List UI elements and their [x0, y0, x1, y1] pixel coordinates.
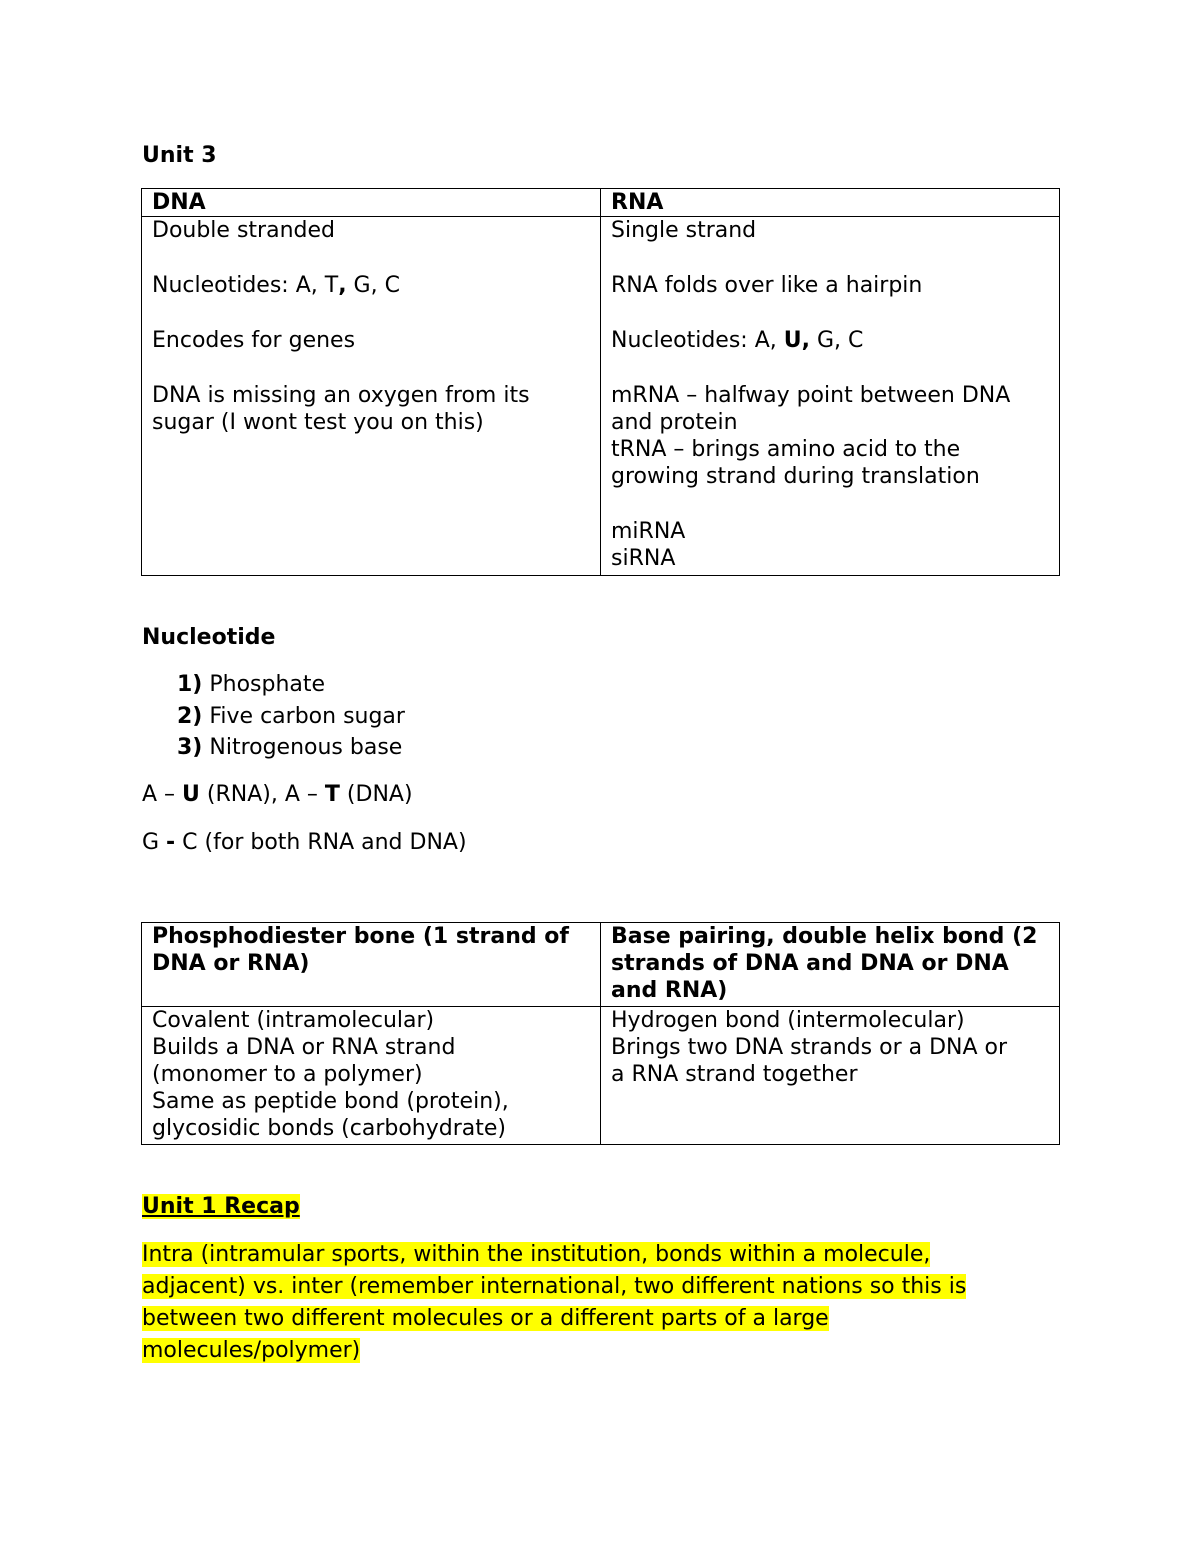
cell-line: Same as peptide bond (protein), [152, 1089, 509, 1114]
phosphodiester-header: Phosphodiester bone (1 strand of DNA or RNA) [142, 923, 601, 1007]
dna-header: DNA [142, 189, 601, 217]
recap-line: Intra (intramular sports, within the institution, bonds within a molecule, [142, 1242, 931, 1267]
list-item: 2) Five carbon sugar [177, 704, 405, 729]
rna-line: RNA folds over like a hairpin [611, 273, 923, 298]
base-pairing-header: Base pairing, double helix bond (2 strands of DNA and DNA or DNA and RNA) [601, 923, 1060, 1007]
rna-line: and protein [611, 410, 738, 435]
recap-line: molecules/polymer) [142, 1338, 361, 1363]
unit3-heading: Unit 3 [142, 143, 217, 168]
rna-line: Nucleotides: A, U, G, C [611, 328, 864, 353]
rna-line: growing strand during translation [611, 464, 980, 489]
dna-rna-table [141, 188, 1060, 576]
dna-line: Nucleotides: A, T, G, C [152, 273, 400, 298]
rna-line: siRNA [611, 546, 676, 571]
cell-line: glycosidic bonds (carbohydrate) [152, 1116, 507, 1141]
nucleotide-heading: Nucleotide [142, 625, 276, 650]
cell-line: Brings two DNA strands or a DNA or [611, 1035, 1008, 1060]
recap-paragraph [142, 1239, 966, 1367]
rna-line: Single strand [611, 218, 757, 243]
list-item: 1) Phosphate [177, 672, 326, 697]
recap-heading: Unit 1 Recap [142, 1194, 300, 1219]
list-item: 3) Nitrogenous base [177, 735, 403, 760]
cell-line: Covalent (intramolecular) [152, 1008, 435, 1033]
dna-line: Double stranded [152, 218, 335, 243]
rna-cell [601, 217, 1060, 576]
dna-line: sugar (I wont test you on this) [152, 410, 484, 435]
base-pair-au-at: A – U (RNA), A – T (DNA) [142, 782, 413, 807]
hydrogen-cell [601, 1007, 1060, 1145]
recap-line: adjacent) vs. inter (remember international, two different nations so this is [142, 1274, 967, 1299]
cell-line: a RNA strand together [611, 1062, 858, 1087]
rna-line: tRNA – brings amino acid to the [611, 437, 961, 462]
bond-table [141, 922, 1060, 1145]
rna-line: miRNA [611, 519, 686, 544]
rna-header: RNA [601, 189, 1060, 217]
rna-line: mRNA – halfway point between DNA [611, 383, 1011, 408]
dna-line: Encodes for genes [152, 328, 356, 353]
cell-line: Hydrogen bond (intermolecular) [611, 1008, 965, 1033]
dna-cell [142, 217, 601, 576]
recap-line: between two different molecules or a different parts of a large [142, 1306, 829, 1331]
base-pair-gc: G - C (for both RNA and DNA) [142, 830, 467, 855]
cell-line: Builds a DNA or RNA strand [152, 1035, 456, 1060]
dna-line: DNA is missing an oxygen from its [152, 383, 530, 408]
cell-line: (monomer to a polymer) [152, 1062, 423, 1087]
covalent-cell [142, 1007, 601, 1145]
